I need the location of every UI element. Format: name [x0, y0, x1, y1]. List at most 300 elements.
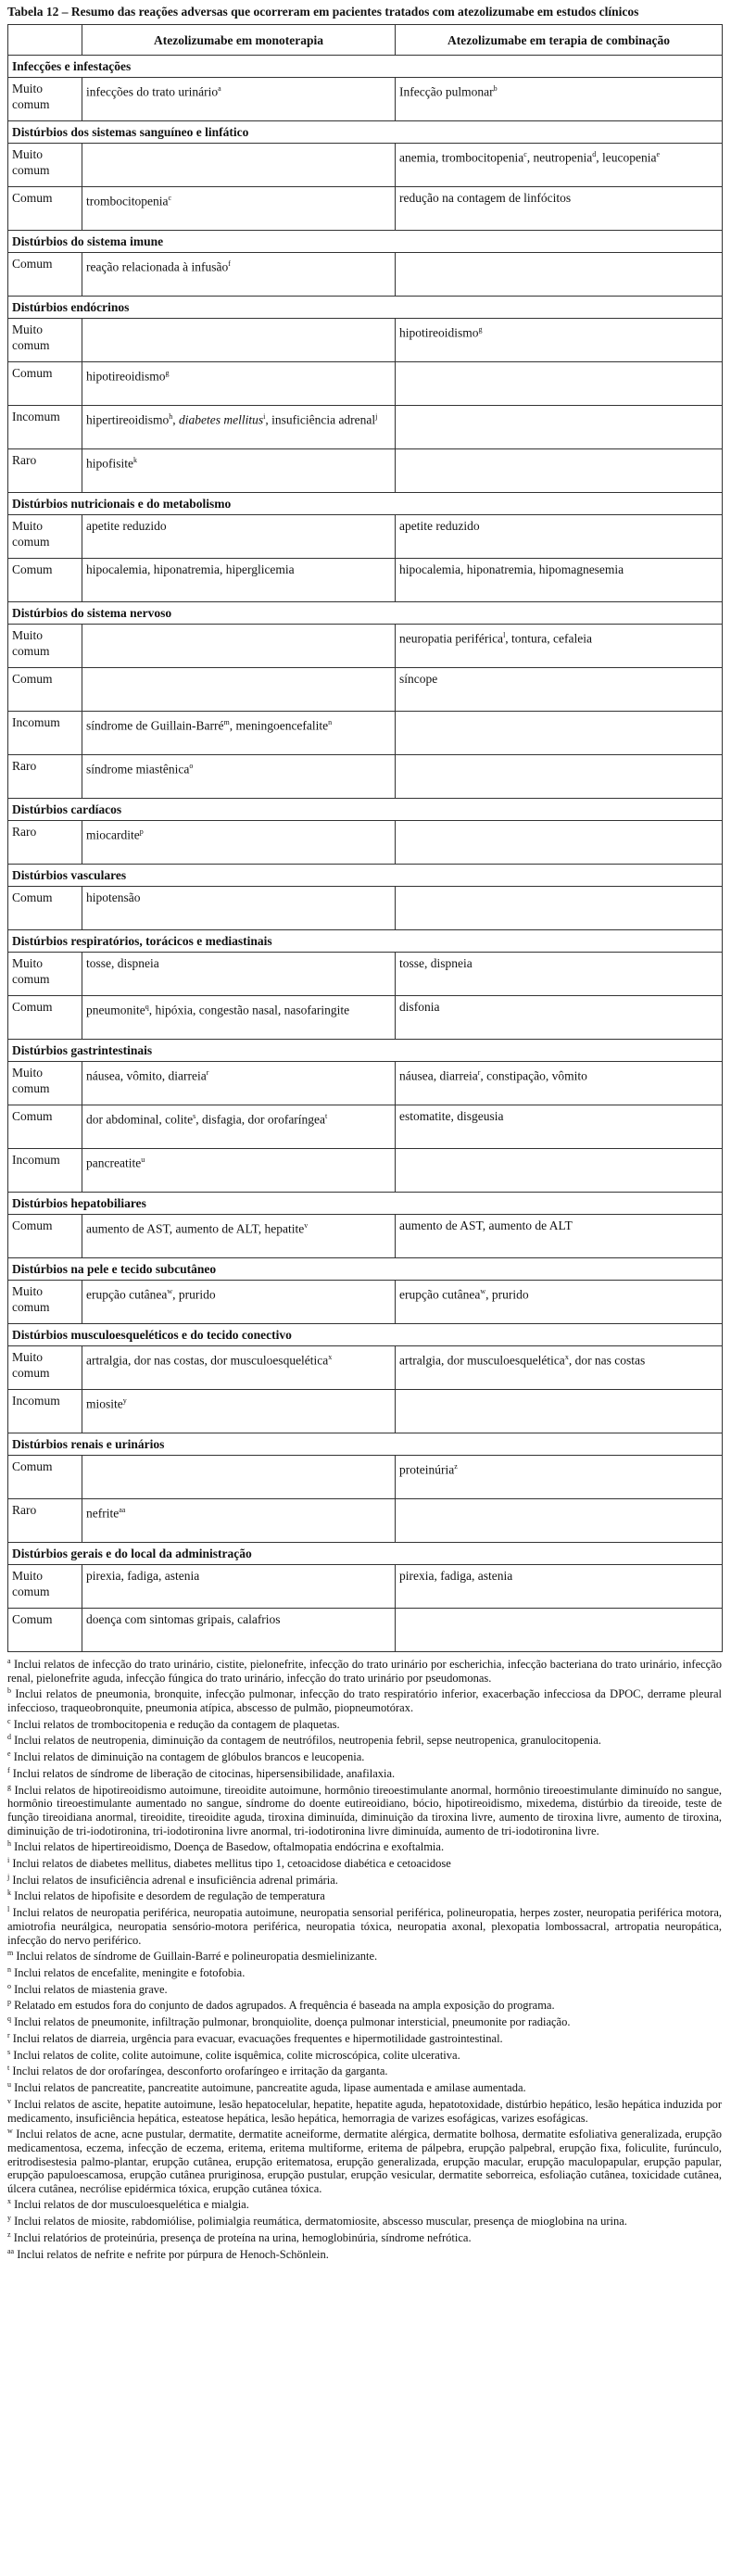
footnote-text: Relatado em estudos fora do conjunto de dados agrupados. A frequência é baseada na ampla exposição do programa. [14, 1999, 555, 2013]
cell-text: hipotireoidismo [399, 325, 479, 340]
footnote-ref: i [263, 412, 266, 421]
monotherapy-cell [82, 1149, 396, 1193]
footnote [7, 1854, 722, 1871]
footnote-text: Inclui relatos de nefrite e nefrite por púrpura de Henoch-Schönlein. [17, 2247, 329, 2261]
cell-text: proteinúria [399, 1462, 455, 1477]
cell-text: pneumonite [86, 1003, 145, 1017]
footnote-ref: y [122, 1396, 127, 1405]
footnote-mark: q [7, 2014, 11, 2024]
table-row [8, 559, 723, 602]
section-row [8, 602, 723, 625]
combination-cell [396, 319, 723, 362]
table-row [8, 1062, 723, 1105]
monotherapy-cell [82, 625, 396, 668]
footnote [7, 2078, 722, 2095]
cell-text: miosite [86, 1396, 123, 1411]
combination-cell [396, 253, 723, 297]
combination-cell [396, 1346, 723, 1390]
cell-text: disfonia [399, 1000, 440, 1014]
frequency-cell: Muito comum [8, 319, 82, 362]
footnote-ref: w [167, 1287, 173, 1295]
section-row [8, 493, 723, 515]
footnote-text: Inclui relatos de neuropatia periférica, neuropatia autoimune, neuropatia sensorial periférica, polineuropatia, herpes zoster, neuropatia periférica motora, amiotrofia neurálgica, neuropatia sensório-motora periférica, neuropatia tóxica, neuropatia axonal, plexopatia lombossacral, artropatia neuropática, infecção do nervo periférico. [7, 1906, 723, 1947]
combination-cell [396, 625, 723, 668]
footnote-text: Inclui relatos de hipertireoidismo, Doença de Basedow, oftalmopatia endócrina e exoftalmia. [14, 1840, 445, 1854]
footnote-mark: y [7, 2214, 11, 2223]
cell-text: aumento de AST, aumento de ALT [399, 1219, 573, 1232]
combination-cell [396, 144, 723, 187]
table-row [8, 821, 723, 865]
footnote-ref: j [375, 412, 378, 421]
cell-text: artralgia, dor musculoesquelética [399, 1353, 565, 1368]
frequency-cell: Incomum [8, 712, 82, 755]
combination-cell [396, 996, 723, 1040]
footnote-mark: n [7, 1964, 11, 1974]
frequency-cell: Incomum [8, 1149, 82, 1193]
frequency-cell: Incomum [8, 1390, 82, 1433]
cell-text: , meningoencefalite [229, 718, 329, 733]
table-caption: Tabela 12 – Resumo das reações adversas que ocorreram em pacientes tratados com atezolizumabe em estudos clínicos [7, 5, 639, 19]
footnote [7, 1903, 722, 1947]
footnote [7, 1731, 722, 1748]
footnote [7, 2013, 722, 2029]
combination-cell [396, 78, 723, 121]
footnote-mark: a [7, 1657, 11, 1665]
monotherapy-cell [82, 144, 396, 187]
combination-cell [396, 1149, 723, 1193]
section-row [8, 56, 723, 78]
monotherapy-cell [82, 319, 396, 362]
footnote-mark: t [7, 2064, 10, 2073]
footnote [7, 2212, 722, 2229]
cell-text: hipofisite [86, 456, 133, 471]
footnote [7, 1947, 722, 1964]
cell-text: hipertireoidismo [86, 412, 170, 427]
cell-text: , neutropenia [526, 150, 593, 165]
cell-text: apetite reduzido [399, 519, 480, 533]
cell-text: dor abdominal, colite [86, 1112, 194, 1127]
monotherapy-cell [82, 362, 396, 406]
footnote [7, 2029, 722, 2046]
section-row [8, 231, 723, 253]
table-row [8, 996, 723, 1040]
table-row [8, 1499, 723, 1543]
monotherapy-cell [82, 755, 396, 799]
header-freq [8, 25, 82, 56]
cell-text: hipocalemia, hiponatremia, hipomagnesemia [399, 562, 624, 576]
frequency-cell: Muito comum [8, 625, 82, 668]
footnote-text: Inclui relatos de hipotireoidismo autoimune, tireoidite autoimune, hormônio tireoestimulante anormal, hormônio tireoestimulante diminuído no sangue, hormônio tireoestimulante aumentado no sangue, síndrome do doente eutireoidiano, bócio, hipotireoidismo, mixedema, distúrbio da tireoide, teste de função tireoidiana anormal, tireoidite, tireoidite aguda, tiroxina diminuída, diminuição da tiroxina livre, aumento de tiroxina livre, aumento de tiroxina, diminuição de tri-iodotironina, tri-iodotironina livre anormal, tri-iodotironina livre diminuída, aumento de tri-iodotironina livre. [7, 1783, 722, 1837]
cell-text: tosse, dispneia [399, 956, 473, 970]
section-row [8, 1543, 723, 1565]
monotherapy-cell [82, 1062, 396, 1105]
cell-text: neuropatia periférica [399, 631, 504, 646]
monotherapy-cell [82, 996, 396, 1040]
footnote [7, 1837, 722, 1854]
monotherapy-cell [82, 1609, 396, 1652]
table-row [8, 668, 723, 712]
table-row [8, 1565, 723, 1609]
section-row [8, 1433, 723, 1456]
frequency-cell: Comum [8, 1105, 82, 1149]
table-row [8, 515, 723, 559]
combination-cell [396, 1390, 723, 1433]
table-row [8, 755, 723, 799]
footnote-text: Inclui relatos de trombocitopenia e redução da contagem de plaquetas. [13, 1717, 340, 1731]
footnote [7, 1764, 722, 1781]
header-row [8, 25, 723, 56]
frequency-cell: Muito comum [8, 953, 82, 996]
footnote-ref: z [454, 1462, 458, 1471]
monotherapy-cell [82, 187, 396, 231]
cell-text: hipotireoidismo [86, 369, 166, 384]
footnote-mark: i [7, 1855, 10, 1864]
combination-cell [396, 755, 723, 799]
italic-term: diabetes mellitus [178, 412, 264, 427]
footnote [7, 2195, 722, 2212]
footnote [7, 1887, 722, 1903]
footnote-ref: v [304, 1221, 309, 1230]
footnote-mark: u [7, 2080, 11, 2090]
cell-text: , [172, 412, 179, 427]
footnote-text: Inclui relatos de colite, colite autoimune, colite isquêmica, colite microscópica, colite ulcerativa. [13, 2048, 460, 2062]
monotherapy-cell [82, 253, 396, 297]
footnote-text: Inclui relatos de pneumonite, infiltração pulmonar, bronquiolite, doença pulmonar intersticial, pneumonite por radiação. [14, 2015, 571, 2029]
footnote-ref: p [139, 827, 144, 836]
footnote-text: Inclui relatos de insuficiência adrenal e insuficiência adrenal primária. [12, 1873, 338, 1887]
header-combination: Atezolizumabe em terapia de combinação [396, 25, 723, 56]
combination-cell [396, 559, 723, 602]
combination-cell [396, 1456, 723, 1499]
cell-text: síncope [399, 672, 438, 686]
section-title: Distúrbios endócrinos [8, 297, 723, 319]
cell-text: náusea, vômito, diarreia [86, 1068, 207, 1083]
section-title: Distúrbios renais e urinários [8, 1433, 723, 1456]
footnote [7, 1655, 722, 1685]
footnote [7, 2062, 722, 2078]
table-row [8, 1281, 723, 1324]
footnote-ref: e [656, 150, 661, 158]
combination-cell [396, 1499, 723, 1543]
header-monotherapy: Atezolizumabe em monoterapia [82, 25, 396, 56]
combination-cell [396, 1105, 723, 1149]
footnote-ref: a [218, 84, 221, 93]
frequency-cell: Muito comum [8, 78, 82, 121]
footnote-ref: s [193, 1112, 196, 1120]
cell-text: trombocitopenia [86, 194, 169, 208]
combination-cell [396, 1062, 723, 1105]
combination-cell [396, 953, 723, 996]
frequency-cell: Incomum [8, 406, 82, 449]
combination-cell [396, 406, 723, 449]
footnote-mark: aa [7, 2246, 15, 2255]
table-row [8, 1105, 723, 1149]
cell-text: Infecção pulmonar [399, 84, 494, 99]
adverse-reactions-table [7, 24, 723, 1652]
cell-text: artralgia, dor nas costas, dor musculoesquelética [86, 1353, 329, 1368]
document-page [7, 0, 722, 2261]
section-title: Distúrbios do sistema nervoso [8, 602, 723, 625]
section-title: Distúrbios gastrintestinais [8, 1040, 723, 1062]
footnote-mark: c [7, 1716, 11, 1725]
footnote-mark: f [7, 1765, 10, 1774]
footnote-mark: p [7, 1998, 11, 2007]
frequency-cell: Comum [8, 1609, 82, 1652]
combination-cell [396, 1565, 723, 1609]
frequency-cell: Comum [8, 187, 82, 231]
footnote-text: Inclui relatos de diarreia, urgência para evacuar, evacuações frequentes e hipermotilidade gastrointestinal. [12, 2032, 503, 2046]
table-row [8, 625, 723, 668]
frequency-cell: Comum [8, 559, 82, 602]
footnote [7, 1715, 722, 1732]
cell-text: , prurido [485, 1287, 529, 1302]
footnote-text: Inclui relatos de diminuição na contagem de glóbulos brancos e leucopenia. [13, 1750, 365, 1764]
section-row [8, 1258, 723, 1281]
section-title: Distúrbios musculoesqueléticos e do tecido conectivo [8, 1324, 723, 1346]
footnote [7, 1996, 722, 2013]
table-row [8, 1390, 723, 1433]
table-row [8, 253, 723, 297]
footnote-text: Inclui relatos de infecção do trato urinário, cistite, pielonefrite, infecção do trato urinário por escherichia, infecção bacteriana do trato urinário, infecção renal, pielonefrite aguda, infecção fúngica do trato urinário, infecção do trato urinário por pseudomonas. [7, 1658, 723, 1685]
frequency-cell: Muito comum [8, 144, 82, 187]
combination-cell [396, 1215, 723, 1258]
footnote-mark: o [7, 1981, 11, 1990]
cell-text: , hipóxia, congestão nasal, nasofaringite [148, 1003, 350, 1017]
cell-text: hipotensão [86, 890, 141, 904]
section-row [8, 799, 723, 821]
monotherapy-cell [82, 559, 396, 602]
footnote [7, 2125, 722, 2195]
cell-text: erupção cutânea [399, 1287, 481, 1302]
section-title: Distúrbios hepatobiliares [8, 1193, 723, 1215]
cell-text: , tontura, cefaleia [505, 631, 592, 646]
section-title: Distúrbios dos sistemas sanguíneo e linfático [8, 121, 723, 144]
cell-text: síndrome de Guillain-Barré [86, 718, 224, 733]
footnote-mark: d [7, 1733, 11, 1742]
table-row [8, 362, 723, 406]
frequency-cell: Raro [8, 821, 82, 865]
cell-text: pancreatite [86, 1155, 142, 1170]
footnotes [7, 1655, 722, 2261]
footnote-mark: h [7, 1839, 11, 1849]
section-title: Distúrbios cardíacos [8, 799, 723, 821]
monotherapy-cell [82, 1565, 396, 1609]
combination-cell [396, 1281, 723, 1324]
combination-cell [396, 1609, 723, 1652]
footnote [7, 1871, 722, 1888]
footnote-mark: g [7, 1782, 11, 1791]
footnote [7, 1685, 722, 1714]
table-row [8, 712, 723, 755]
footnote-ref: q [145, 1003, 149, 1011]
footnote [7, 1964, 722, 1980]
table-row [8, 187, 723, 231]
section-row [8, 297, 723, 319]
combination-cell [396, 187, 723, 231]
section-row [8, 121, 723, 144]
table-row [8, 887, 723, 930]
table-row [8, 1215, 723, 1258]
footnote-text: Inclui relatórios de proteinúria, presença de proteína na urina, hemoglobinúria, síndrome nefrótica. [13, 2231, 472, 2245]
table-row [8, 1149, 723, 1193]
section-title: Distúrbios do sistema imune [8, 231, 723, 253]
cell-text: infecções do trato urinário [86, 84, 219, 99]
section-title: Distúrbios nutricionais e do metabolismo [8, 493, 723, 515]
footnote-mark: r [7, 2030, 10, 2039]
footnote-mark: e [7, 1749, 11, 1759]
cell-text: reação relacionada à infusão [86, 259, 229, 274]
table-row [8, 1346, 723, 1390]
frequency-cell: Comum [8, 1215, 82, 1258]
cell-text: estomatite, disgeusia [399, 1109, 504, 1123]
cell-text: miocardite [86, 827, 140, 842]
combination-cell [396, 515, 723, 559]
footnote-mark: k [7, 1888, 11, 1898]
footnote-mark: w [7, 2127, 13, 2136]
cell-text: , constipação, vômito [480, 1068, 587, 1083]
monotherapy-cell [82, 1456, 396, 1499]
footnote [7, 2245, 722, 2262]
table-row [8, 319, 723, 362]
footnote-mark: l [7, 1905, 10, 1914]
footnote-text: Inclui relatos de ascite, hepatite autoimune, lesão hepatocelular, hepatite, hepatite aguda, hepatotoxidade, distúrbio hepático, lesão hepática induzida por medicamento, insuficiência hepática, esteatose hepática, lesão hepática, hemorragia de varizes esofágicas, varizes esofágicas. [7, 2098, 722, 2125]
frequency-cell: Raro [8, 1499, 82, 1543]
footnote-text: Inclui relatos de síndrome de Guillain-Barré e polineuropatia desmielinizante. [16, 1950, 378, 1964]
frequency-cell: Comum [8, 996, 82, 1040]
table-row [8, 78, 723, 121]
footnote-ref: x [564, 1353, 569, 1361]
combination-cell [396, 821, 723, 865]
section-title: Distúrbios na pele e tecido subcutâneo [8, 1258, 723, 1281]
monotherapy-cell [82, 78, 396, 121]
cell-text: nefrite [86, 1506, 120, 1521]
cell-text: , disfagia, dor orofaríngea [195, 1112, 326, 1127]
footnote-ref: r [206, 1068, 209, 1077]
footnote-text: Inclui relatos de diabetes mellitus, diabetes mellitus tipo 1, cetoacidose diabética e cetoacidose [12, 1857, 451, 1871]
cell-text: , dor nas costas [568, 1353, 646, 1368]
footnote-text: Inclui relatos de encefalite, meningite e fotofobia. [14, 1966, 246, 1980]
frequency-cell: Muito comum [8, 1565, 82, 1609]
frequency-cell: Muito comum [8, 1281, 82, 1324]
footnote-ref: f [228, 259, 231, 268]
monotherapy-cell [82, 953, 396, 996]
section-title: Distúrbios gerais e do local da administração [8, 1543, 723, 1565]
cell-text: anemia, trombocitopenia [399, 150, 524, 165]
footnote-mark: j [7, 1872, 10, 1881]
cell-text: pirexia, fadiga, astenia [86, 1569, 200, 1583]
table-row [8, 144, 723, 187]
section-title: Distúrbios respiratórios, torácicos e mediastinais [8, 930, 723, 953]
frequency-cell: Raro [8, 449, 82, 493]
footnote-ref: r [477, 1068, 481, 1077]
table-row [8, 449, 723, 493]
cell-text: doença com sintomas gripais, calafrios [86, 1612, 281, 1626]
combination-cell [396, 362, 723, 406]
monotherapy-cell [82, 1499, 396, 1543]
section-row [8, 930, 723, 953]
table-body [8, 56, 723, 1652]
table-row [8, 1609, 723, 1652]
section-title: Distúrbios vasculares [8, 865, 723, 887]
frequency-cell: Muito comum [8, 1062, 82, 1105]
footnote [7, 1980, 722, 1997]
combination-cell [396, 668, 723, 712]
table-row [8, 1456, 723, 1499]
footnote-ref: m [223, 718, 230, 726]
cell-text: redução na contagem de linfócitos [399, 191, 572, 205]
section-row [8, 1193, 723, 1215]
section-title: Infecções e infestações [8, 56, 723, 78]
footnote-ref: x [328, 1353, 333, 1361]
footnote-text: Inclui relatos de dor orofaríngea, desconforto orofaríngeo e irritação da garganta. [12, 2065, 388, 2078]
footnote-ref: t [325, 1112, 328, 1120]
monotherapy-cell [82, 1281, 396, 1324]
combination-cell [396, 449, 723, 493]
footnote-text: Inclui relatos de dor musculoesquelética e mialgia. [14, 2198, 249, 2212]
footnote-mark: s [7, 2047, 11, 2056]
cell-text: síndrome miastênica [86, 762, 190, 777]
footnote-ref: c [168, 194, 172, 202]
frequency-cell: Comum [8, 668, 82, 712]
monotherapy-cell [82, 668, 396, 712]
monotherapy-cell [82, 1390, 396, 1433]
footnote-text: Inclui relatos de neutropenia, diminuição da contagem de neutrófilos, neutropenia febril, sepse neutropenica, granulocitopenia. [14, 1734, 601, 1748]
monotherapy-cell [82, 821, 396, 865]
monotherapy-cell [82, 1346, 396, 1390]
footnote-ref: k [133, 456, 137, 464]
cell-text: , prurido [172, 1287, 216, 1302]
footnote-mark: b [7, 1686, 11, 1696]
monotherapy-cell [82, 712, 396, 755]
footnote-ref: u [141, 1155, 145, 1164]
footnote-ref: g [478, 325, 483, 334]
combination-cell [396, 887, 723, 930]
cell-text: aumento de AST, aumento de ALT, hepatite [86, 1221, 305, 1236]
footnote-ref: d [592, 150, 597, 158]
footnote-ref: g [165, 369, 170, 377]
footnote-text: Inclui relatos de pancreatite, pancreatite autoimune, pancreatite aguda, lipase aumentada e amilase aumentada. [14, 2081, 526, 2095]
footnote-mark: z [7, 2229, 11, 2239]
cell-text: , insuficiência adrenal [265, 412, 376, 427]
footnote-text: Inclui relatos de hipofisite e desordem de regulação de temperatura [14, 1889, 325, 1903]
footnote-ref: l [503, 631, 506, 639]
footnote-ref: h [169, 412, 173, 421]
cell-text: , leucopenia [596, 150, 657, 165]
frequency-cell: Comum [8, 362, 82, 406]
cell-text: erupção cutânea [86, 1287, 168, 1302]
monotherapy-cell [82, 1105, 396, 1149]
footnote-text: Inclui relatos de miastenia grave. [14, 1982, 168, 1996]
footnote-mark: x [7, 2197, 11, 2206]
monotherapy-cell [82, 887, 396, 930]
frequency-cell: Comum [8, 1456, 82, 1499]
section-row [8, 865, 723, 887]
frequency-cell: Raro [8, 755, 82, 799]
section-row [8, 1324, 723, 1346]
footnote [7, 2229, 722, 2245]
cell-text: apetite reduzido [86, 519, 167, 533]
table-row [8, 953, 723, 996]
footnote-ref: n [328, 718, 333, 726]
footnote-ref: b [493, 84, 498, 93]
section-row [8, 1040, 723, 1062]
footnote-text: Inclui relatos de acne, acne pustular, dermatite, dermatite acneiforme, dermatite alérgica, dermatite bolhosa, dermatite esfoliativa generalizada, erupção medicamentosa, eczema, infecção de eczema, eritema, eritema multiforme, eritema de pálpebra, erupção palpebral, erupção fixa, foliculite, furúnculo, eritrodisestesia palmo-plantar, erupção cutânea, erupção eritematosa, erupção generalizada, erupção macular, erupção maculopapular, erupção papular, erupção papuloescamosa, erupção cutânea pruriginosa, erupção pustular, erupção vesicular, dermatite seborreica, esfoliação cutânea, toxicidade cutânea, úlcera cutânea, necrólise epidérmica tóxica, erupção cutânea tóxica. [7, 2128, 722, 2195]
footnote [7, 2046, 722, 2063]
footnote-text: Inclui relatos de miosite, rabdomiólise, polimialgia reumática, dermatomiosite, abscesso muscular, presença de mioglobina na urina. [14, 2215, 627, 2229]
footnote [7, 2095, 722, 2125]
frequency-cell: Comum [8, 253, 82, 297]
frequency-cell: Comum [8, 887, 82, 930]
